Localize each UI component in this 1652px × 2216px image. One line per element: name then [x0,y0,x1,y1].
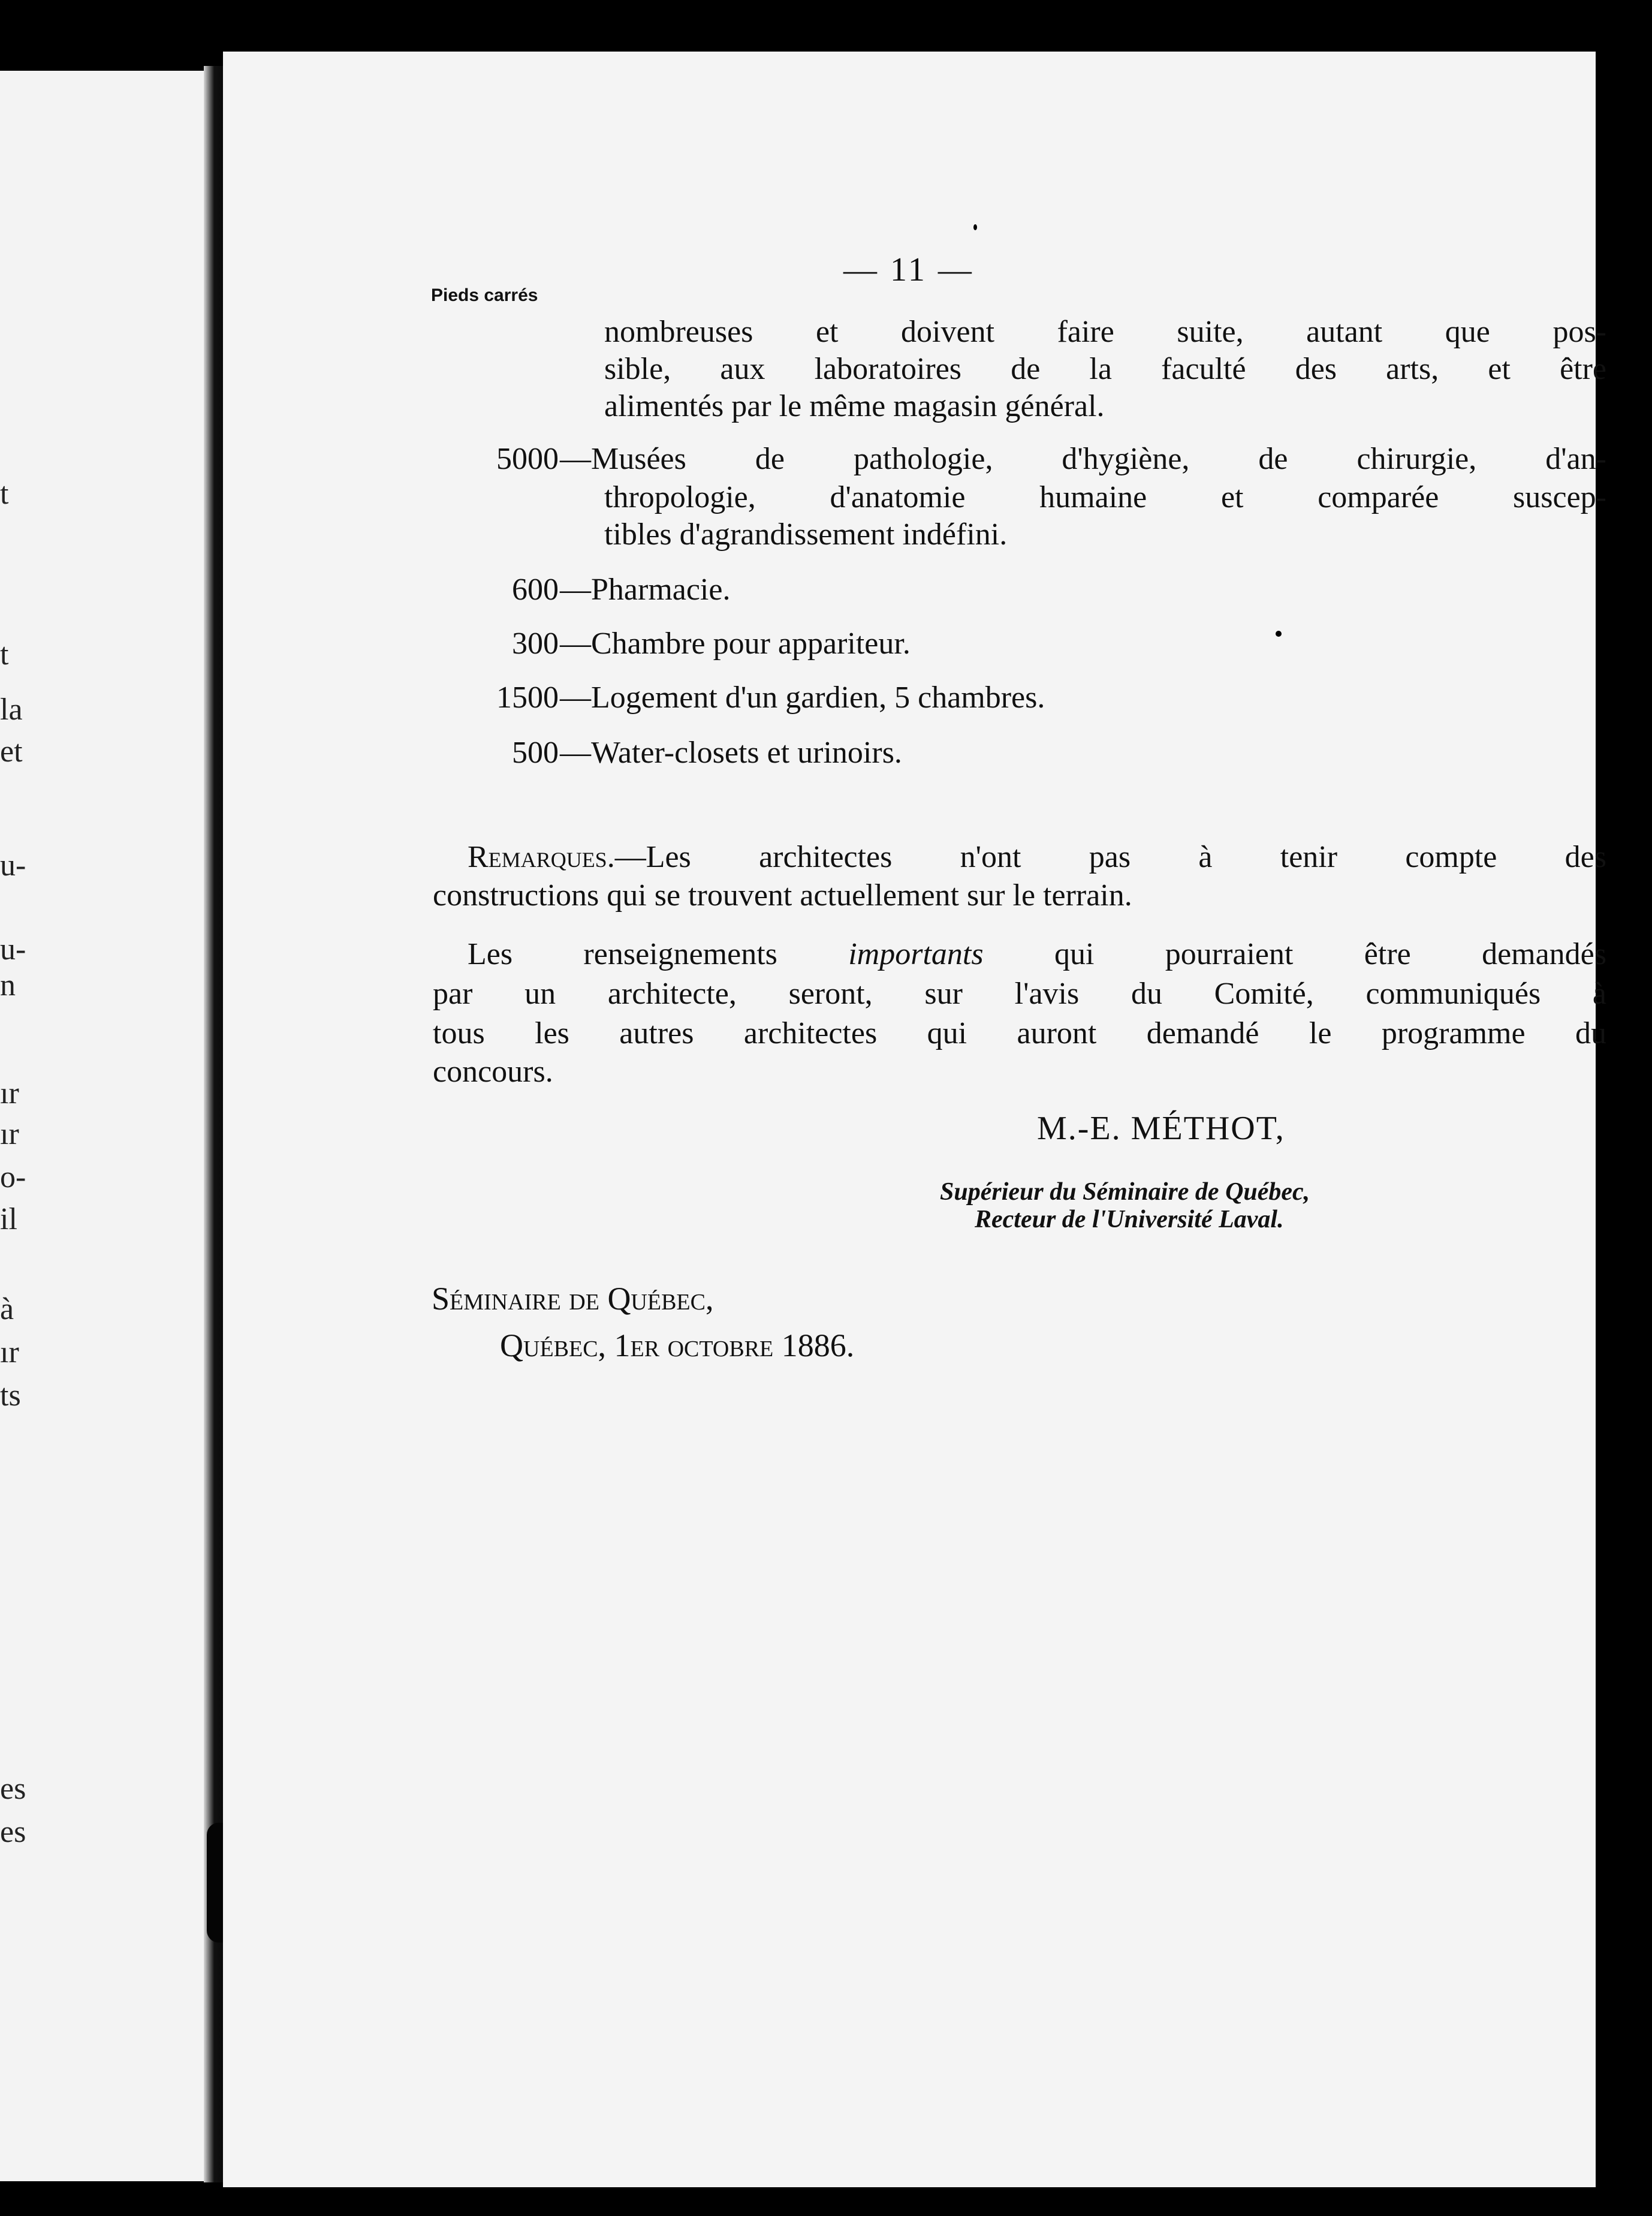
left-fragment: n [0,968,16,1002]
left-fragment: u- [0,932,26,967]
remarks-text: —Les architectes n'ont pas à tenir compte des [614,840,1606,874]
left-fragment: t [0,637,9,672]
paragraph-line: tous les autres architectes qui auront demandé le programme du [433,1016,1606,1050]
remarks-line: constructions qui se trouvent actuellement sur le terrain. [433,878,1132,913]
left-fragment: ır [0,1335,19,1369]
left-fragment: à [0,1292,14,1326]
item-text: tibles d'agrandissement indéfini. [604,517,1008,552]
remarks-line [468,839,1606,875]
left-fragment: es [0,1815,26,1849]
left-fragment: t [0,477,9,511]
item-text: —Pharmacie. [560,573,731,607]
item-area: 500 [512,736,559,770]
item-text: —Water-closets et urinoirs. [560,736,902,770]
item-area: 300 [512,627,559,661]
place-line: Séminaire de Québec, [432,1281,714,1317]
paragraph-text: Les renseignements [468,937,849,971]
signature-name: M.-E. MÉTHOT, [1037,1110,1285,1147]
paragraph-text: qui pourraient être demandés [983,937,1606,971]
left-fragment: il [0,1202,17,1236]
margin-label: Pieds carrés [431,285,538,305]
left-fragment: et [0,734,23,769]
item-area: 1500 [496,681,559,715]
item-text: —Logement d'un gardien, 5 chambres. [560,681,1045,715]
intro-line: alimentés par le même magasin général. [604,389,1105,423]
left-fragment: es [0,1772,26,1806]
signature-title: Recteur de l'Université Laval. [975,1206,1284,1233]
item-text: thropologie, d'anatomie humaine et comparée suscep- [604,480,1606,514]
left-fragment: o- [0,1160,26,1194]
left-fragment: ts [0,1378,21,1413]
item-area: 5000 [496,442,559,476]
left-fragment: ır [0,1076,19,1110]
paragraph-line: par un architecte, seront, sur l'avis du Comité, communiqués à [433,977,1606,1011]
left-facing-page [0,71,234,2181]
date-line: Québec, 1er octobre 1886. [500,1327,855,1363]
item-area: 600 [512,573,559,607]
document-page [223,52,1606,2187]
signature-title: Supérieur du Séminaire de Québec, [940,1178,1310,1206]
left-fragment: la [0,692,23,727]
paragraph-line: concours. [433,1055,553,1089]
remarks-label: Remarques. [468,840,615,874]
left-fragment: ır [0,1117,19,1151]
intro-line: sible, aux laboratoires de la faculté des arts, et être [604,352,1606,386]
ink-speck [1276,631,1282,637]
page-number: — 11 — [843,251,974,288]
left-fragment: u- [0,848,26,883]
paragraph-line [468,937,1606,972]
intro-line: nombreuses et doivent faire suite, autant que pos- [604,315,1606,349]
emphasis-text: importants [848,937,984,971]
ink-speck [973,224,977,230]
item-text: —Musées de pathologie, d'hygiène, de chirurgie, d'an- [560,442,1606,476]
item-text: —Chambre pour appariteur. [560,627,911,661]
